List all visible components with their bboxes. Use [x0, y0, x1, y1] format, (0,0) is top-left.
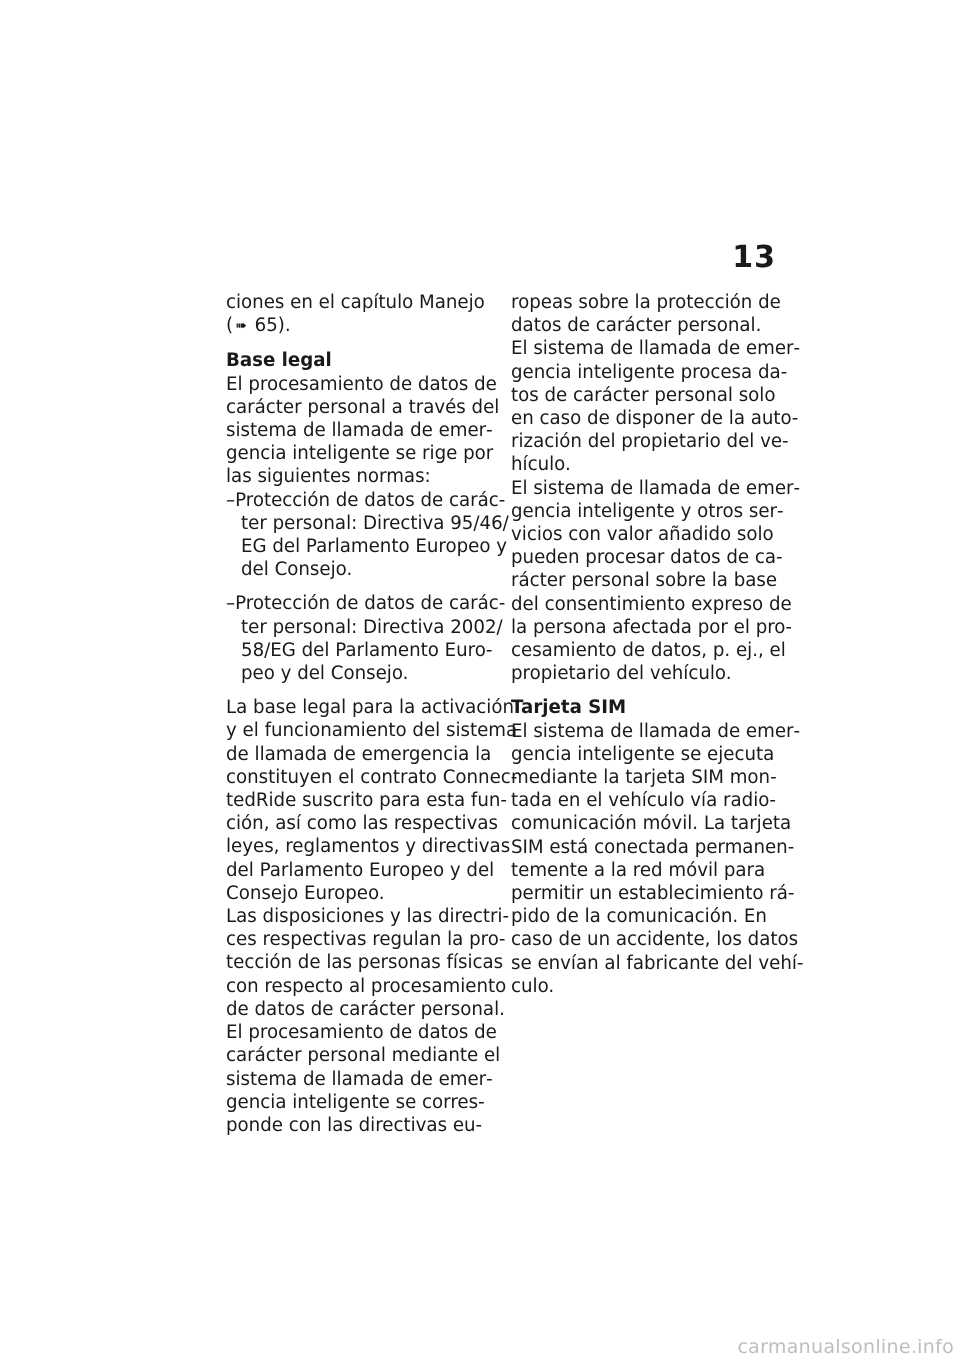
text-line: en caso de disponer de la auto‐ [511, 408, 799, 430]
list-item [226, 592, 506, 685]
right-column [511, 291, 804, 998]
text-line: rización del propietario del ve‐ [511, 431, 789, 453]
section-heading-tarjeta-sim: Tarjeta SIM [511, 697, 627, 719]
paragraph [226, 373, 500, 489]
text-line: propietario del vehículo. [511, 663, 732, 685]
text-line: del Consejo. [241, 559, 353, 581]
text-line: 58/EG del Parlamento Euro‐ [241, 639, 493, 661]
text-line: de datos de carácter personal. [226, 998, 505, 1020]
text-line: El procesamiento de datos de [226, 373, 497, 395]
text-line: –Protección de datos de carác‐ [226, 489, 506, 511]
section-heading-base-legal: Base legal [226, 350, 332, 372]
text-line: ces respectivas regulan la pro‐ [226, 929, 506, 951]
text-line: vicios con valor añadido solo [511, 524, 774, 546]
page-number: 13 [732, 240, 776, 275]
text-line: ción, así como las respectivas [226, 813, 498, 835]
text-line: del Parlamento Europeo y del [226, 859, 495, 881]
text-line: gencia inteligente procesa da‐ [511, 361, 788, 383]
text-line: ter personal: Directiva 2002/ [241, 616, 503, 638]
text-line: carácter personal mediante el [226, 1045, 501, 1067]
text-line: Las disposiciones y las directri‐ [226, 906, 510, 928]
text-line: pueden procesar datos de ca‐ [511, 547, 783, 569]
text-line: La base legal para la activación [226, 697, 514, 719]
text-line: leyes, reglamentos y directivas [226, 836, 511, 858]
text-line: gencia inteligente se rige por [226, 443, 494, 465]
text-line: ponde con las directivas eu‐ [226, 1114, 483, 1136]
text-line: sistema de llamada de emer‐ [226, 1068, 493, 1090]
paragraph [511, 291, 801, 685]
text-line: El sistema de llamada de emer‐ [511, 720, 801, 742]
text-line: datos de carácter personal. [511, 315, 762, 337]
left-column [226, 291, 518, 1137]
text-line: El sistema de llamada de emer‐ [511, 477, 801, 499]
text-line: gencia inteligente se corres‐ [226, 1091, 485, 1113]
reference-open-paren: ( [226, 315, 234, 337]
paragraph [511, 720, 804, 998]
text-line: de llamada de emergencia la [226, 743, 492, 765]
text-line: temente a la red móvil para [511, 859, 766, 881]
text-line: del consentimiento expreso de [511, 593, 792, 615]
text-line: hículo. [511, 454, 571, 476]
text-line: tedRide suscrito para esta fun‐ [226, 790, 507, 812]
text-line: se envían al fabricante del vehí‐ [511, 952, 804, 974]
page-reference[interactable] [226, 314, 494, 338]
watermark: carmanualsonline.info [737, 1336, 954, 1358]
text-line: gencia inteligente y otros ser‐ [511, 500, 784, 522]
text-line: gencia inteligente se ejecuta [511, 743, 775, 765]
text-line: carácter personal a través del [226, 396, 500, 418]
text-line: Consejo Europeo. [226, 882, 385, 904]
paragraph [226, 696, 518, 1137]
text-line: El sistema de llamada de emer‐ [511, 338, 801, 360]
text-line: peo y del Consejo. [241, 663, 409, 685]
reference-page-text: 65). [248, 315, 291, 337]
text-line: EG del Parlamento Europeo y [241, 536, 508, 558]
text-line: permitir un establecimiento rá‐ [511, 883, 795, 905]
intro-text: ciones en el capítulo Manejo [226, 292, 485, 313]
text-line: mediante la tarjeta SIM mon‐ [511, 767, 777, 789]
text-line: El procesamiento de datos de [226, 1022, 497, 1044]
text-line: con respecto al procesamiento [226, 975, 507, 997]
text-line: la persona afectada por el pro‐ [511, 616, 793, 638]
text-line: sistema de llamada de emer‐ [226, 420, 493, 442]
text-line: tección de las personas físicas [226, 952, 504, 974]
arrow-right-icon: ➠ [235, 318, 247, 335]
text-line: ropeas sobre la protección de [511, 292, 781, 313]
text-line: cesamiento de datos, p. ej., el [511, 640, 786, 662]
text-line: las siguientes normas: [226, 466, 431, 488]
text-line: comunicación móvil. La tarjeta [511, 813, 792, 835]
text-line: rácter personal sobre la base [511, 570, 778, 592]
list-item [226, 489, 509, 582]
text-line: ter personal: Directiva 95/46/ [241, 512, 509, 534]
text-line: culo. [511, 975, 555, 997]
text-line: pido de la comunicación. En [511, 906, 767, 928]
text-line: caso de un accidente, los datos [511, 929, 799, 951]
text-line: –Protección de datos de carác‐ [226, 593, 506, 615]
text-line: SIM está conectada permanen‐ [511, 836, 795, 858]
text-line: constituyen el contrato Connec‐ [226, 766, 518, 788]
text-line: tada en el vehículo vía radio‐ [511, 790, 776, 812]
text-line: y el funcionamiento del sistema [226, 720, 518, 742]
text-line: tos de carácter personal solo [511, 384, 776, 406]
